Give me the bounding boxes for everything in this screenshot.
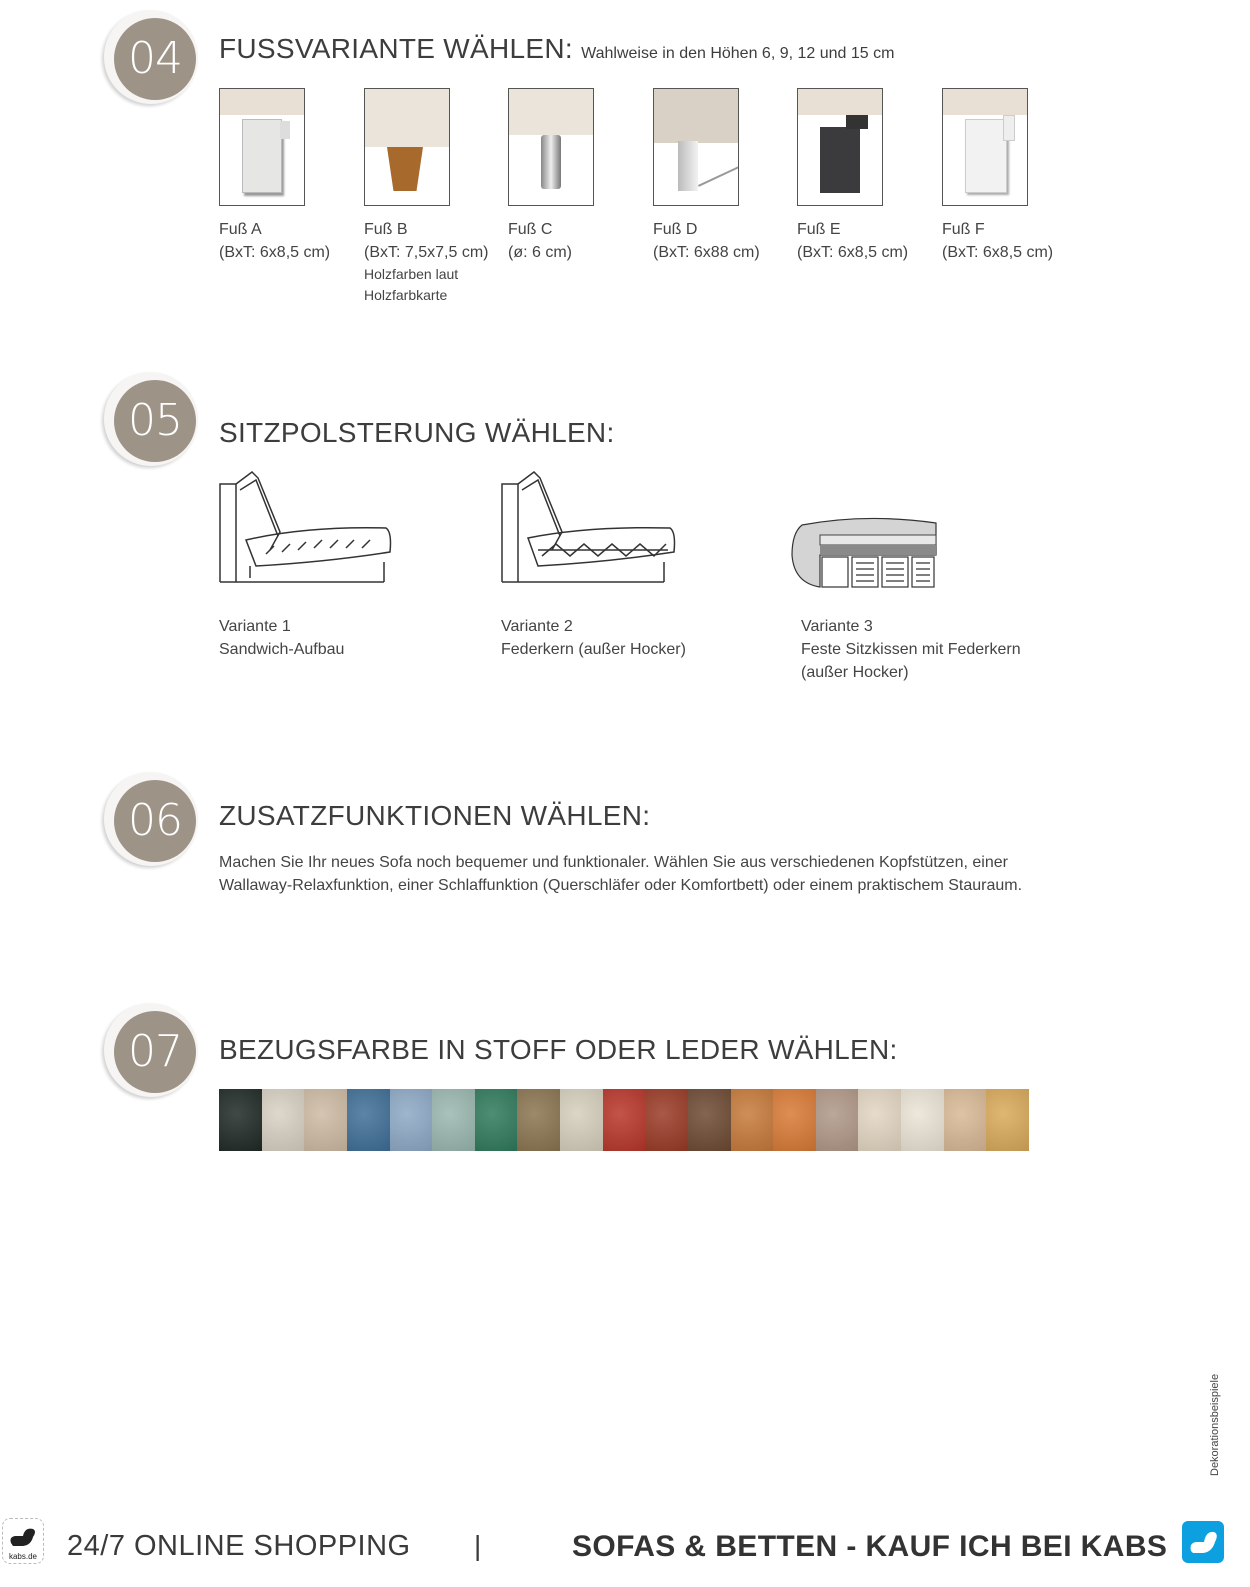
color-swatch: [986, 1089, 1029, 1151]
variant-3-name: Variante 3: [801, 618, 873, 635]
step-04-subtitle: Wahlweise in den Höhen 6, 9, 12 und 15 cm: [581, 45, 895, 62]
foot-b-dims: (BxT: 7,5x7,5 cm): [364, 244, 489, 261]
kabs-logo: [2, 1518, 44, 1564]
foot-option-f: [942, 88, 1054, 264]
color-swatch: [858, 1089, 901, 1151]
foot-d-name: Fuß D: [653, 221, 698, 238]
foot-option-a: [219, 88, 331, 264]
variant-1-name: Variante 1: [219, 618, 291, 635]
footer-claim: SOFAS & BETTEN - KAUF ICH BEI KABS: [572, 1530, 1168, 1563]
color-swatch: [944, 1089, 987, 1151]
foot-option-d: [653, 88, 760, 264]
foot-d-dims: (BxT: 6x88 cm): [653, 244, 760, 261]
color-swatch: [347, 1089, 390, 1151]
foot-option-c: [508, 88, 594, 264]
variant-2-desc: Federkern (außer Hocker): [501, 641, 686, 658]
color-swatch: [773, 1089, 816, 1151]
variant-2-drawing: [498, 470, 678, 592]
color-swatch: [816, 1089, 859, 1151]
color-swatch: [219, 1089, 262, 1151]
color-swatch: [262, 1089, 305, 1151]
foot-c-image: [508, 88, 594, 206]
foot-e-image: [797, 88, 883, 206]
color-swatch: [901, 1089, 944, 1151]
foot-c-dims: (ø: 6 cm): [508, 244, 572, 261]
variant-2-name: Variante 2: [501, 618, 573, 635]
foot-a-name: Fuß A: [219, 221, 262, 238]
foot-b-image: [364, 88, 450, 206]
color-swatch: [731, 1089, 774, 1151]
step-06-text: Machen Sie Ihr neues Sofa noch bequemer und funktionaler. Wählen Sie aus verschiedenen Kopfstützen, einer Wallaway-Relaxfunktion, einer Schlaffunktion (Querschläfer oder Komfortbett) oder einem praktischem Stauraum.: [219, 854, 1023, 894]
variant-3-drawing: [790, 515, 942, 595]
step-05-badge: [104, 372, 198, 466]
foot-e-name: Fuß E: [797, 221, 841, 238]
kabs-brand-icon: [1182, 1521, 1224, 1563]
foot-option-e: [797, 88, 909, 264]
step-04-badge: [104, 10, 198, 104]
color-swatch: [475, 1089, 518, 1151]
sofa-icon: [3, 1521, 43, 1551]
step-07-title: BEZUGSFARBE IN STOFF ODER LEDER WÄHLEN:: [219, 1034, 898, 1065]
kabs-logo-label: kabs.de: [8, 1552, 38, 1561]
variant-3-desc-2: (außer Hocker): [801, 664, 909, 681]
color-swatch: [304, 1089, 347, 1151]
variant-1-desc: Sandwich-Aufbau: [219, 641, 345, 658]
foot-d-image: [653, 88, 739, 206]
foot-option-b: [364, 88, 489, 306]
sofa-icon: [1182, 1521, 1224, 1563]
color-swatch: [560, 1089, 603, 1151]
step-04-heading: [219, 33, 894, 65]
footer-separator: |: [474, 1530, 482, 1561]
foot-a-dims: (BxT: 6x8,5 cm): [219, 244, 331, 261]
color-swatch: [432, 1089, 475, 1151]
variant-1-drawing: [216, 470, 396, 592]
step-04-number: 04: [114, 18, 196, 100]
color-swatch-strip: [219, 1089, 1029, 1151]
step-06-badge: [104, 772, 198, 866]
variant-3-desc: Feste Sitzkissen mit Federkern: [801, 641, 1021, 658]
step-06-number: 06: [114, 780, 196, 862]
footer-slogan: 24/7 ONLINE SHOPPING: [67, 1530, 411, 1562]
step-07-number: 07: [114, 1011, 196, 1093]
foot-f-dims: (BxT: 6x8,5 cm): [942, 244, 1054, 261]
variant-1-caption: [219, 615, 344, 661]
foot-a-image: [219, 88, 305, 206]
color-swatch: [603, 1089, 646, 1151]
foot-f-image: [942, 88, 1028, 206]
step-04-title: FUSSVARIANTE WÄHLEN:: [219, 33, 573, 64]
foot-e-dims: (BxT: 6x8,5 cm): [797, 244, 909, 261]
step-07-badge: [104, 1003, 198, 1097]
decoration-note: Dekorationsbeispiele: [1209, 1373, 1221, 1476]
step-05-number: 05: [114, 380, 196, 462]
step-06-title: ZUSATZFUNKTIONEN WÄHLEN:: [219, 800, 651, 831]
foot-f-name: Fuß F: [942, 221, 985, 238]
color-swatch: [517, 1089, 560, 1151]
foot-c-name: Fuß C: [508, 221, 553, 238]
step-05-title: SITZPOLSTERUNG WÄHLEN:: [219, 417, 615, 448]
color-swatch: [645, 1089, 688, 1151]
foot-b-note: Holzfarben laut Holzfarbkarte: [364, 266, 459, 303]
color-swatch: [688, 1089, 731, 1151]
foot-b-name: Fuß B: [364, 221, 408, 238]
color-swatch: [390, 1089, 433, 1151]
variant-3-caption: [801, 615, 1021, 684]
variant-2-caption: [501, 615, 686, 661]
